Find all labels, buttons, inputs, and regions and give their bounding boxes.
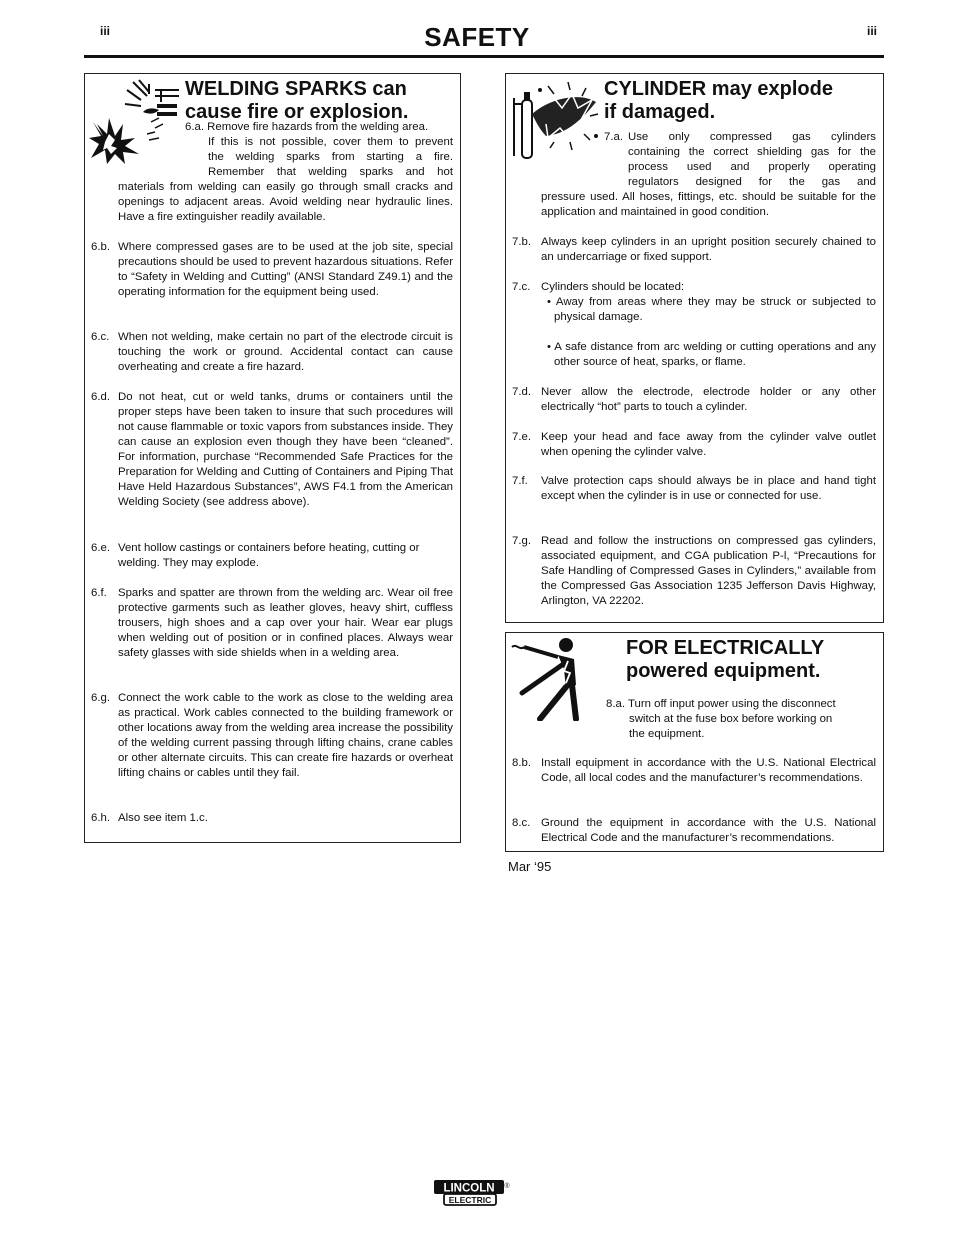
bullet-away-from-damage: • Away from areas where they may be struck or subjected to physical damage. xyxy=(547,296,876,323)
page-number-right: iii xyxy=(867,24,878,38)
item-7b: 7.b. Always keep cylinders in an upright position securely chained to an undercarriage or fixed support. xyxy=(512,236,876,263)
item-6d: 6.d. Do not heat, cut or weld tanks, drums or containers until the proper steps have been taken to insure that such procedures will not cause flammable or toxic vapors from substances inside. They can cause an explosion even though they have been “cleaned”. For information, purchase “Recommended Safe Practices for the Preparation for Welding and Cutting of Containers and Piping That Have Held Hazardous Substances”, AWS F4.1 from the American Welding Society (see address above). xyxy=(91,391,453,508)
svg-text:®: ® xyxy=(504,1183,510,1190)
lincoln-electric-logo xyxy=(432,1178,512,1208)
svg-text:ELECTRIC: ELECTRIC xyxy=(448,1195,492,1205)
item-6c: 6.c. When not welding, make certain no part of the electrode circuit is touching the work or ground. Accidental contact can cause overheating and create a fire hazard. xyxy=(91,331,453,373)
item-8a: 8.a. Turn off input power using the disconnect switch at the fuse box before working on the equipment. xyxy=(606,698,836,740)
electrical-section xyxy=(505,632,884,852)
item-7c: 7.c. Cylinders should be located: • Away from areas where they may be struck or subjected to physical damage. • A safe distance from arc welding or cutting operations and any other source of heat, sparks, or flame. xyxy=(512,281,876,368)
item-6a-continued: materials from welding can easily go through small cracks and openings to adjacent areas. Avoid welding near hydraulic lines. Have a fire extinguisher readily available. xyxy=(118,181,453,223)
item-7e: 7.e. Keep your head and face away from the cylinder valve outlet when opening the cylinder valve. xyxy=(512,431,876,458)
item-7a-continued: pressure used. All hoses, fittings, etc. should be suitable for the application and maintained in good condition. xyxy=(541,191,876,218)
item-6e: 6.e. Vent hollow castings or containers before heating, cutting or welding. They may explode. xyxy=(91,542,420,569)
welding-sparks-heading: WELDING SPARKS can cause fire or explosion. xyxy=(185,78,409,123)
item-8c: 8.c. Ground the equipment in accordance with the U.S. National Electrical Code and the manufacturer’s recommendations. xyxy=(512,817,876,844)
explosion-sparks-icon xyxy=(89,78,181,164)
item-7d: 7.d. Never allow the electrode, electrode holder or any other electrically “hot” parts to touch a cylinder. xyxy=(512,386,876,413)
item-6b: 6.b. Where compressed gases are to be used at the job site, special precautions should be used to prevent hazardous situations. Refer to “Safety in Welding and Cutting” (ANSI Standard Z49.1) and the operating information for the equipment being used. xyxy=(91,241,453,298)
bullet-safe-distance: • A safe distance from arc welding or cutting operations and any other source of heat, sparks, or flame. xyxy=(547,341,876,368)
revision-date: Mar ‘95 xyxy=(508,859,552,874)
exploding-cylinder-icon xyxy=(510,78,602,162)
page-title: SAFETY xyxy=(424,22,530,52)
electric-shock-icon xyxy=(510,635,594,721)
item-7a: 7.a. Use only compressed gas cylinders containing the correct shielding gas for the process used and properly operating regulators designed for the gas and xyxy=(604,131,876,188)
page-number-left: iii xyxy=(100,24,111,38)
item-6h: 6.h. Also see item 1.c. xyxy=(91,812,208,824)
item-7g: 7.g. Read and follow the instructions on compressed gas cylinders, associated equipment, and CGA publication P-l, “Precautions for Safe Handling of Compressed Gases in Cylinders,” available from the Compressed Gas Association 1235 Jefferson Davis Highway, Arlington, VA 22202. xyxy=(512,535,876,607)
cylinder-section xyxy=(505,73,884,623)
item-6f: 6.f. Sparks and spatter are thrown from the welding arc. Wear oil free protective garments such as leather gloves, heavy shirt, cuffless trousers, high shoes and a cap over your hair. Wear ear plugs when welding out of position or in confined places. Always wear safety glasses with side shields when in a welding area. xyxy=(91,587,453,659)
electrical-heading: FOR ELECTRICALLY powered equipment. xyxy=(626,637,825,682)
svg-text:LINCOLN: LINCOLN xyxy=(443,1182,495,1195)
title-rule xyxy=(84,55,884,58)
welding-sparks-section xyxy=(84,73,461,843)
item-8b: 8.b. Install equipment in accordance with the U.S. National Electrical Code, all local codes and the manufacturer’s recommendations. xyxy=(512,757,876,784)
cylinder-heading: CYLINDER may explode if damaged. xyxy=(604,78,833,123)
item-6g: 6.g. Connect the work cable to the work as close to the welding area as practical. Work cables connected to the building framework or other locations away from the welding area increase the possibility of the welding current passing through lifting chains, crane cables or other alternate circuits. This can create fire hazards or overheat lifting chains or cables until they fail. xyxy=(91,692,453,779)
item-7f: 7.f. Valve protection caps should always be in place and hand tight except when the cylinder is in use or connected for use. xyxy=(512,475,876,502)
item-6a: 6.a. Remove fire hazards from the welding area. If this is not possible, cover them to prevent the welding sparks from starting a fire. Remember that welding sparks and hot xyxy=(185,121,453,178)
